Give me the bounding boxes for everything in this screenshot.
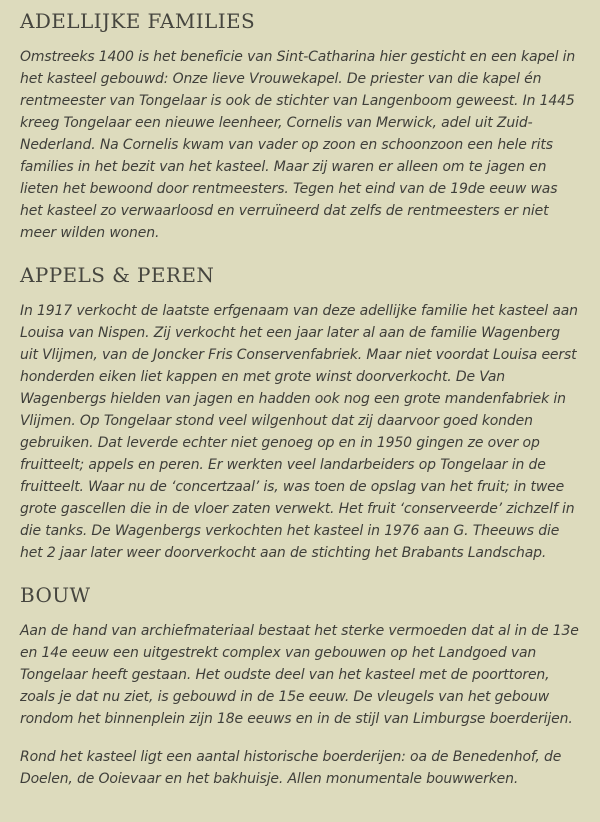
section-paragraph: Rond het kasteel ligt een aantal historische boerderijen: oa de Benedenhof, de Doelen, de Ooievaar en het bakhuisje. Allen monumentale bouwwerken. [20, 749, 562, 787]
section-heading: ADELLIJKE FAMILIES [20, 9, 256, 33]
section-appels-peren [20, 260, 582, 564]
content [20, 6, 582, 790]
section-paragraph: Aan de hand van archiefmateriaal bestaat het sterke vermoeden dat al in de 13e en 14e eeuw een uitgestrekt complex van gebouwen op het Landgoed van Tongelaar heeft gestaan. Het oudste deel van het kasteel met de poorttoren, zoals je dat nu ziet, is gebouwd in de 15e eeuw. De vleugels van het gebouw rondom het binnenplein zijn 18e eeuws en in de stijl van Limburgse boerderijen. [20, 623, 579, 727]
section-adellijke-families [20, 6, 582, 244]
section-heading: BOUW [20, 583, 91, 607]
section-bouw [20, 580, 582, 790]
section-paragraph: Omstreeks 1400 is het beneficie van Sint-Catharina hier gesticht en een kapel in het kasteel gebouwd: Onze lieve Vrouwekapel. De priester van die kapel én rentmeester van Tongelaar is ook de stichter van Langenboom geweest. In 1445 kreeg Tongelaar een nieuwe leenheer, Cornelis van Merwick, adel uit Zuid-Nederland. Na Cornelis kwam van vader op zoon en schoonzoon een hele rits families in het bezit van het kasteel. Maar zij waren er alleen om te jagen en lieten het bewoond door rentmeesters. Tegen het eind van de 19de eeuw was het kasteel zo verwaarloosd en verruïneerd dat zelfs de rentmeesters er niet meer wilden wonen. [20, 49, 576, 241]
section-paragraph: In 1917 verkocht de laatste erfgenaam van deze adellijke familie het kasteel aan Louisa van Nispen. Zij verkocht het een jaar later al aan de familie Wagenberg uit Vlijmen, van de Joncker Fris Conservenfabriek. Maar niet voordat Louisa eerst honderden eiken liet kappen en met grote winst doorverkocht. De Van Wagenbergs hielden van jagen en hadden ook nog een grote mandenfabriek in Vlijmen. Op Tongelaar stond veel wilgenhout dat zij daarvoor goed konden gebruiken. Dat leverde echter niet genoeg op en in 1950 gingen ze over op fruitteelt; appels en peren. Er werkten veel landarbeiders op Tongelaar in de fruitteelt. Waar nu de ‘concertzaal’ is, was toen de opslag van het fruit; in twee grote gascellen die in de vloer zaten verwekt. Het fruit ‘conserveerde’ zichzelf in die tanks. De Wagenbergs verkochten het kasteel in 1976 aan G. Theeuws die het 2 jaar later weer doorverkocht aan de stichting het Brabants Landschap. [20, 303, 578, 561]
section-heading: APPELS & PEREN [20, 263, 215, 287]
